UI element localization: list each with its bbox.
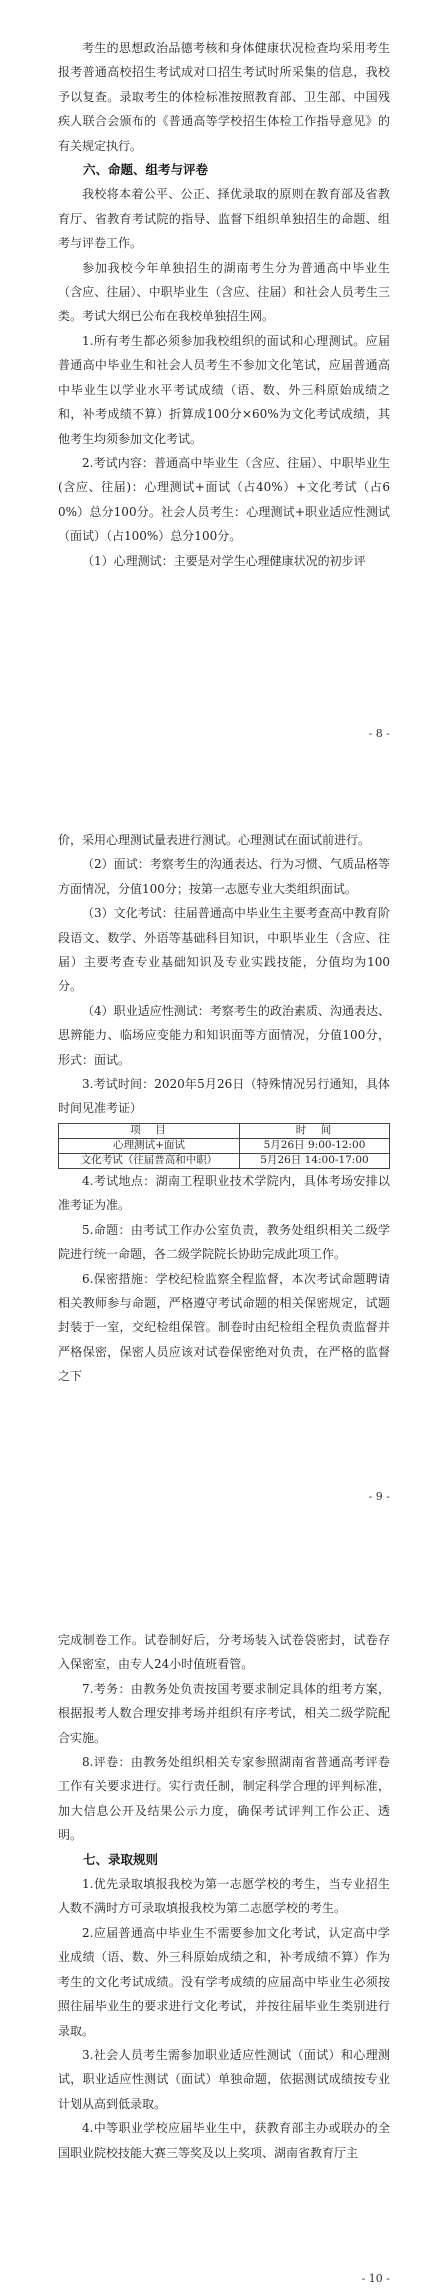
exam-schedule-table bbox=[58, 1123, 390, 1169]
page-number: - 8 - bbox=[368, 727, 390, 740]
page-number: - 9 - bbox=[368, 1490, 390, 1503]
table-cell: 文化考试（往届普高和中职） bbox=[59, 1153, 240, 1168]
paragraph: 1.所有考生都必须参加我校组织的面试和心理测试。应届普通高中毕业生和社会人员考生不参加文化笔试，应届普通高中毕业生以学业水平考试成绩（语、数、外三科原始成绩之和，补考成绩不算）折算成100分×60%为文化考试成绩，其他考生均须参加文化考试。 bbox=[58, 333, 390, 446]
paragraph: 6.保密措施：学校纪检监察全程监督，本次考试命题聘请相关教师参与命题，严格遵守考试命题的相关保密规定，试题封装于一室，交纪检组保管。制卷时由纪检组全程负责监督并严格保密，保密人员应该对试卷保密绝对负责，在严格的监督之下 bbox=[58, 1271, 390, 1384]
paragraph: 2.考试内容：普通高中毕业生（含应、往届）、中职毕业生(含应、往届)：心理测试+面试（占40%）+文化考试（占60%）总分100分。社会人员考生：心理测试+职业适应性测试（面试）（占100%）总分100分。 bbox=[58, 455, 390, 544]
table-cell: 心理测试+面试 bbox=[59, 1138, 240, 1153]
paragraph: 参加我校今年单独招生的湖南考生分为普通高中毕业生（含应、往届）、中职毕业生（含应、往届）和社会人员考生三类。考试大纲已公布在我校单独招生网。 bbox=[58, 260, 390, 324]
table-row bbox=[59, 1153, 390, 1168]
paragraph: 7.考务：由教务处负责按国考要求制定具体的组考方案，根据报考人数合理安排考场并组织有序考试，相关二级学院配合实施。 bbox=[58, 1681, 390, 1745]
paragraph: 完成制卷工作。试卷制好后，分考场装入试卷袋密封，试卷存入保密室，由专人24小时值班看管。 bbox=[58, 1633, 390, 1672]
paragraph: 3.考试时间：2020年5月26日（特殊情况另行通知，具体时间见准考证） bbox=[58, 1077, 390, 1116]
paragraph: 4.中等职业学校应届毕业生中，获教育部主办或联办的全国职业院校技能大赛三等奖及以上奖项、湖南省教育厅主 bbox=[58, 2121, 390, 2160]
table-header-item: 项 目 bbox=[59, 1123, 240, 1138]
paragraph: 3.社会人员考生需参加职业适应性测试（面试）和心理测试，职业适应性测试（面试）单独命题，依据测试成绩按专业计划从高到低录取。 bbox=[58, 2047, 390, 2111]
page-8 bbox=[0, 0, 447, 762]
paragraph: 4.考试地点：湖南工程职业技术学院内，具体考场安排以准考证为准。 bbox=[58, 1173, 390, 1213]
page-9 bbox=[0, 800, 447, 1540]
paragraph: 5.命题：由考试工作办公室负责，教务处组织相关二级学院进行统一命题，各二级学院院长协助完成此项工作。 bbox=[58, 1222, 390, 1262]
page-number: - 10 - bbox=[361, 2272, 390, 2285]
paragraph: 1.优先录取填报我校为第一志愿学校的考生，当专业招生人数不满时方可录取填报我校为第二志愿学校的考生。 bbox=[58, 1877, 390, 1916]
paragraph: （3）文化考试：往届普通高中毕业生主要考查高中教育阶段语文、数学、外语等基础科目知识，中职毕业生（含应、往届）主要考查专业基础知识及专业实践技能，分值均为100分。 bbox=[58, 906, 390, 994]
page-10 bbox=[0, 1588, 447, 2293]
table-row bbox=[59, 1138, 390, 1153]
table-cell: 5月26日 9:00-12:00 bbox=[240, 1138, 390, 1153]
table-header-time: 时 间 bbox=[240, 1123, 390, 1138]
paragraph: （4）职业适应性测试：考察考生的政治素质、沟通表达、思辨能力、临场应变能力和知识面等方面情况，分值100分，形式：面试。 bbox=[58, 1003, 390, 1067]
paragraph: 考生的思想政治品德考核和身体健康状况检查均采用考生报考普通高校招生考试成对口招生考试时所采集的信息，我校予以复查。录取考生的体检标准按照教育部、卫生部、中国残疾人联合会颁布的《普通高等学校招生体检工作指导意见》的有关规定执行。 bbox=[58, 41, 390, 153]
paragraph: 我校将本着公平、公正、择优录取的原则在教育部及省教育厅、省教育考试院的指导、监督下组织单独招生的命题、组考与评卷工作。 bbox=[58, 187, 390, 251]
section-heading-7: 七、录取规则 bbox=[83, 1851, 159, 1867]
paragraph: （2）面试：考察考生的沟通表达、行为习惯、气质品格等方面情况，分值100分；按第一志愿专业大类组织面试。 bbox=[58, 857, 390, 896]
table-cell: 5月26日 14:00-17:00 bbox=[240, 1153, 390, 1168]
paragraph: 价，采用心理测试量表进行测试。心理测试在面试前进行。 bbox=[58, 833, 371, 847]
table-header-row bbox=[59, 1123, 390, 1138]
section-heading-6: 六、命题、组考与评卷 bbox=[83, 162, 209, 178]
paragraph: （1）心理测试：主要是对学生心理健康状况的初步评 bbox=[82, 553, 366, 568]
paragraph: 2.应届普通高中毕业生不需要参加文化考试，认定高中学业成绩（语、数、外三科原始成绩之和，补考成绩不算）作为考生的文化考试成绩。没有学考成绩的应届高中毕业生必须按照往届毕业生的要求进行文化考试，并按往届毕业生类别进行录取。 bbox=[58, 1925, 390, 2038]
paragraph: 8.评卷：由教务处组织相关专家参照湖南省普通高考评卷工作有关要求进行。实行责任制，制定科学合理的评判标准，加大信息公开及结果公示力度，确保考试评判工作公正、透明。 bbox=[58, 1755, 390, 1843]
